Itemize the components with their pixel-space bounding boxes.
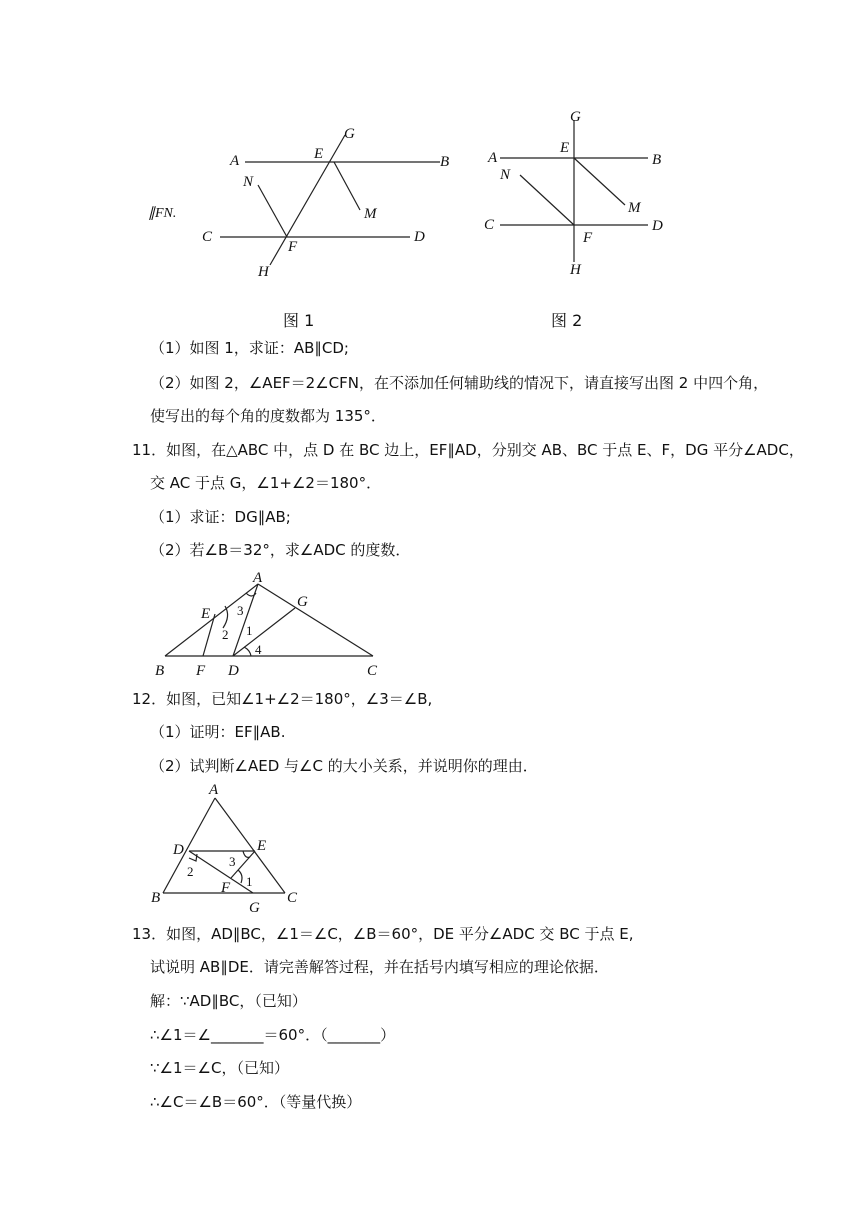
fig1-label-g: G bbox=[344, 126, 355, 142]
fig4-label-a: A bbox=[209, 782, 219, 798]
fig3-label-f: F bbox=[196, 663, 206, 679]
fig2-label-n: N bbox=[500, 167, 511, 183]
fig4-label-e: E bbox=[257, 838, 267, 854]
problem-13-statement: 13．如图，AD∥BC，∠1＝∠C，∠B＝60°，DE 平分∠ADC 交 BC 于点 E, bbox=[132, 925, 634, 943]
fig3-angle-2: 2 bbox=[222, 627, 229, 642]
fig3-label-g: G bbox=[297, 594, 308, 610]
figure-1-caption: 图 1 bbox=[283, 311, 315, 330]
figure-2-caption: 图 2 bbox=[551, 311, 583, 330]
fig2-label-a: A bbox=[488, 150, 498, 166]
problem-12-part-2: （2）试判断∠AED 与∠C 的大小关系，并说明你的理由． bbox=[150, 757, 538, 775]
solution-line-2: ∴∠1＝∠_______＝60°．（_______） bbox=[150, 1026, 396, 1044]
problem-12-statement: 12．如图，已知∠1+∠2＝180°，∠3＝∠B, bbox=[132, 690, 433, 708]
side-ba bbox=[165, 584, 258, 656]
fig1-label-c: C bbox=[202, 229, 213, 245]
fig4-label-b: B bbox=[151, 890, 161, 906]
fig4-label-d: D bbox=[173, 842, 184, 858]
fig4-label-f: F bbox=[221, 880, 231, 896]
ray-em bbox=[334, 162, 360, 210]
ray-fn bbox=[258, 185, 287, 237]
problem-11-statement-cont: 交 AC 于点 G，∠1+∠2＝180°． bbox=[150, 474, 382, 492]
figure-2 bbox=[480, 100, 680, 285]
fig1-label-e: E bbox=[314, 146, 324, 162]
angle-mark-4 bbox=[244, 647, 251, 656]
fig3-angle-1: 1 bbox=[246, 623, 253, 638]
problem-10-part-1: （1）如图 1，求证：AB∥CD; bbox=[150, 339, 349, 357]
problem-11-statement: 11．如图，在△ABC 中，点 D 在 BC 边上，EF∥AD，分别交 AB、BC 于点 E、F，DG 平分∠ADC， bbox=[132, 441, 804, 459]
fig2-label-b: B bbox=[652, 152, 662, 168]
fig4-angle-1: 1 bbox=[246, 874, 253, 889]
side-ac bbox=[258, 584, 373, 656]
side-note: ∥FN. bbox=[148, 206, 177, 221]
fig1-label-f: F bbox=[288, 239, 298, 255]
problem-13-statement-cont: 试说明 AB∥DE．请完善解答过程，并在括号内填写相应的理论依据． bbox=[150, 958, 609, 976]
fig1-label-n: N bbox=[243, 174, 254, 190]
fig3-label-d: D bbox=[228, 663, 239, 679]
figure-1 bbox=[190, 120, 470, 290]
fig1-label-d: D bbox=[414, 229, 425, 245]
problem-10-part-2: （2）如图 2，∠AEF＝2∠CFN，在不添加任何辅助线的情况下，请直接写出图 2 中四个角， bbox=[150, 374, 769, 392]
fig3-angle-4: 4 bbox=[255, 642, 262, 657]
fig1-label-b: B bbox=[440, 154, 450, 170]
fig3-label-b: B bbox=[155, 663, 165, 679]
fig3-label-e: E bbox=[201, 606, 211, 622]
fig4-angle-2: 2 bbox=[187, 864, 194, 879]
fig3-angle-3: 3 bbox=[237, 603, 244, 618]
solution-line-1: 解：∵AD∥BC，（已知） bbox=[150, 992, 307, 1010]
fig2-label-c: C bbox=[484, 217, 495, 233]
problem-11-part-1: （1）求证：DG∥AB; bbox=[150, 508, 291, 526]
fig2-label-d: D bbox=[652, 218, 663, 234]
fig2-label-h: H bbox=[570, 262, 581, 278]
fig4-angle-3: 3 bbox=[229, 854, 236, 869]
problem-12-part-1: （1）证明：EF∥AB. bbox=[150, 723, 286, 741]
fig2-label-m: M bbox=[628, 200, 641, 216]
ray-fn bbox=[520, 175, 574, 225]
angle-mark-3 bbox=[243, 851, 250, 857]
angle-mark-1 bbox=[238, 870, 242, 883]
fig4-label-g: G bbox=[249, 900, 260, 916]
fig1-label-h: H bbox=[258, 264, 269, 280]
fig2-label-f: F bbox=[583, 230, 593, 246]
solution-line-3: ∵∠1＝∠C，（已知） bbox=[150, 1059, 289, 1077]
line-gh bbox=[270, 135, 345, 265]
fig1-label-m: M bbox=[364, 206, 377, 222]
figure-problem-12 bbox=[145, 778, 315, 915]
fig3-label-a: A bbox=[253, 570, 263, 586]
figure-problem-11 bbox=[145, 568, 395, 680]
fig2-label-g: G bbox=[570, 109, 581, 125]
fig3-label-c: C bbox=[367, 663, 378, 679]
problem-10-part-2-cont: 使写出的每个角的度数都为 135°． bbox=[150, 407, 386, 425]
solution-line-4: ∴∠C＝∠B＝60°．（等量代换） bbox=[150, 1093, 362, 1111]
problem-11-part-2: （2）若∠B＝32°，求∠ADC 的度数． bbox=[150, 541, 411, 559]
fig4-label-c: C bbox=[287, 890, 298, 906]
fig1-label-a: A bbox=[230, 153, 240, 169]
ray-em bbox=[574, 158, 625, 205]
fig2-label-e: E bbox=[560, 140, 570, 156]
